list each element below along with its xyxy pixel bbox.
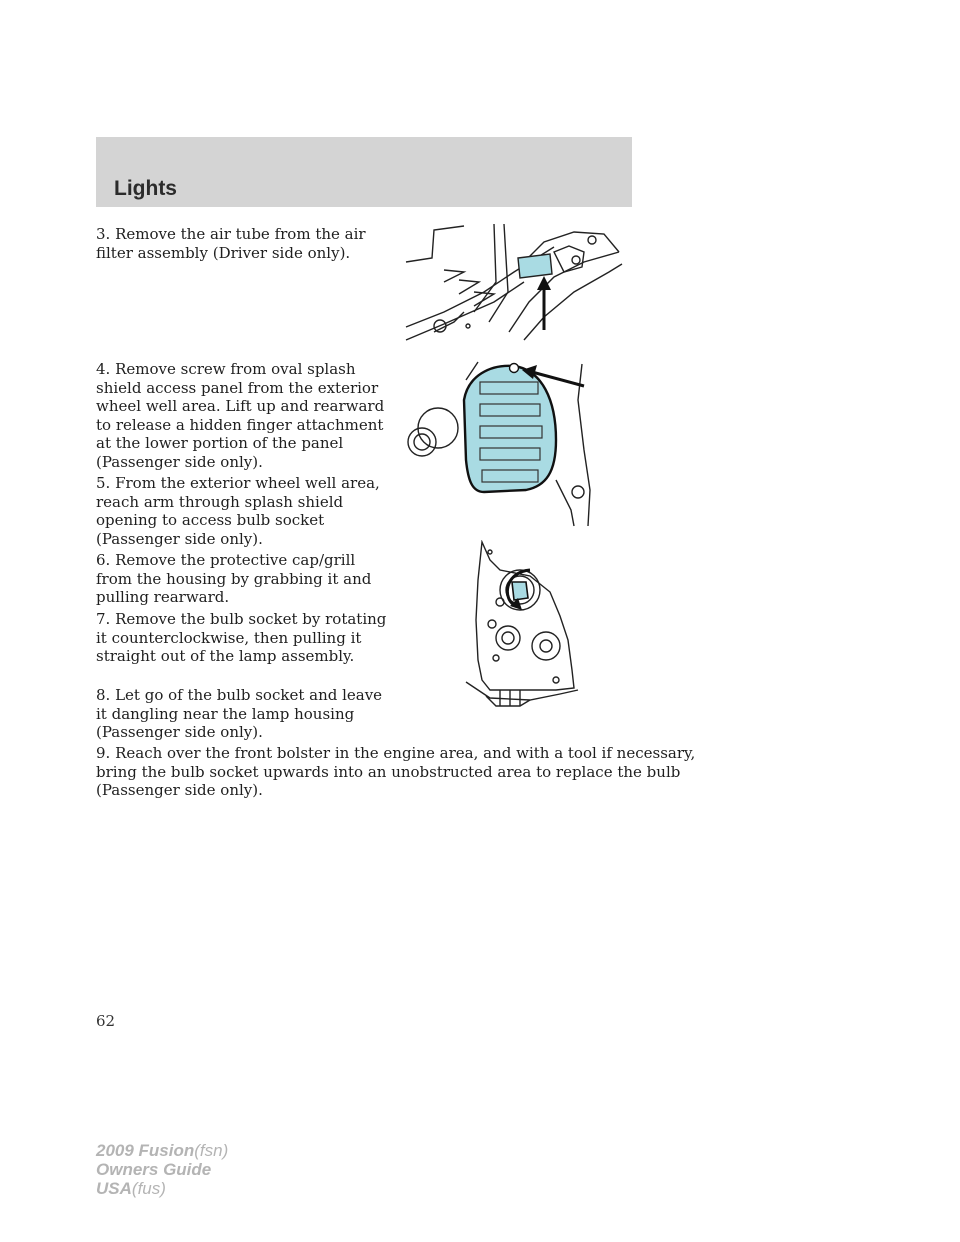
footer-model-code: (fsn) <box>194 1141 229 1160</box>
splash-shield-illustration <box>406 360 596 528</box>
footer-model: 2009 Fusion <box>96 1141 195 1160</box>
section-header-band <box>96 137 632 207</box>
lamp-housing-illustration <box>460 540 590 708</box>
step-8-text: 8. Let go of the bulb socket and leave it dangling near the lamp housing (Passenger side only). <box>96 686 383 741</box>
page-number: 62 <box>96 1012 116 1030</box>
footer-guide: Owners Guide <box>96 1160 212 1179</box>
step-9-text: 9. Reach over the front bolster in the engine area, and with a tool if necessary, bring the bulb socket upwards into an unobstructed area to replace the bulb (Passenger side only). <box>96 744 696 799</box>
step-7-text: 7. Remove the bulb socket by rotating it counterclockwise, then pulling it straight out of the lamp assembly. <box>96 610 387 665</box>
footer-market-code: (fus) <box>131 1179 166 1198</box>
air-tube-illustration <box>404 222 624 342</box>
step-6-text: 6. Remove the protective cap/grill from the housing by grabbing it and pulling rearward. <box>96 551 372 606</box>
section-title: Lights <box>114 177 177 200</box>
footer-market: USA <box>96 1179 132 1198</box>
footer-imprint <box>96 1141 228 1198</box>
step-4-text: 4. Remove screw from oval splash shield access panel from the exterior wheel well area. Lift up and rearward to release a hidden finger attachment at the lower portion of the panel (Passenger side only). <box>96 360 385 471</box>
step-5-text: 5. From the exterior wheel well area, reach arm through splash shield opening to access bulb socket (Passenger side only). <box>96 474 380 548</box>
step-3-text: 3. Remove the air tube from the air filter assembly (Driver side only). <box>96 225 366 262</box>
